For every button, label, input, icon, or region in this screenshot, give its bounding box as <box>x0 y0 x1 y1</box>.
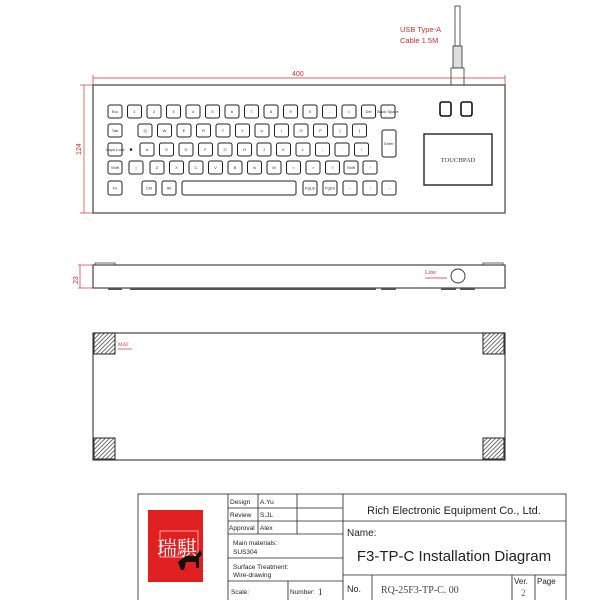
drawing-name: F3-TP-C Installation Diagram <box>356 548 552 565</box>
mat-pad-bottom-left <box>94 438 115 459</box>
key-label: 3 <box>172 109 175 114</box>
key-label: Fn <box>112 185 118 191</box>
key-label: Shift <box>346 165 356 170</box>
key-label: A <box>145 147 149 152</box>
key-label: O <box>299 128 303 133</box>
key-label: Shift <box>110 165 120 170</box>
key-label: X <box>175 165 178 170</box>
key-label: 0 <box>308 109 312 114</box>
caps-lock-indicator <box>130 148 133 151</box>
usb-cable <box>451 6 464 85</box>
key-label: = <box>347 109 351 114</box>
version-label: Ver. <box>514 577 528 586</box>
height-dimension: 23 <box>73 276 80 284</box>
key-label: C <box>194 165 198 170</box>
key-label: Tab <box>111 128 119 133</box>
key-label: V <box>214 165 217 170</box>
design-value: A.Yu <box>260 499 274 506</box>
key-label: P <box>319 128 322 133</box>
key-label: Y <box>241 128 244 133</box>
key-label: 1 <box>133 109 136 114</box>
key-label: 6 <box>230 109 234 114</box>
scale-label: Scale: <box>231 589 250 596</box>
key-label: 8 <box>269 109 273 114</box>
key-label: L <box>301 147 305 152</box>
key-label: PgUp <box>304 185 316 191</box>
key-label: 9 <box>289 109 292 114</box>
surface-value: Wire-drawing <box>233 572 272 579</box>
key-label: E <box>182 128 186 133</box>
key-label: | <box>135 165 137 170</box>
key-label: Caps Lock <box>105 147 125 152</box>
company-name: Rich Electronic Equipment Co., Ltd. <box>367 505 541 517</box>
approval-label: Approval <box>229 525 255 532</box>
company-logo <box>148 510 203 582</box>
key-label: R <box>202 128 205 133</box>
depth-dimension: 124 <box>76 143 83 155</box>
width-dimension: 400 <box>292 71 304 78</box>
key-label: D <box>184 147 188 152</box>
cable-length-label: Cable 1.5M <box>400 36 439 45</box>
line-label: Line <box>425 270 436 276</box>
key-label: J <box>263 147 265 152</box>
key-label: F <box>204 147 207 152</box>
key-label: ← <box>348 185 352 191</box>
keyboard-bottom-view <box>93 333 505 460</box>
svg-text:瑞騏: 瑞騏 <box>157 538 197 560</box>
cable-port-icon <box>451 269 465 283</box>
key-label: U <box>260 128 264 133</box>
approval-value: Alex <box>260 525 273 532</box>
key-label: M <box>272 165 276 170</box>
key-label: Back Space <box>377 109 399 114</box>
key-label: → <box>387 185 391 191</box>
touchpad-label: TOUCHPAD <box>440 157 476 164</box>
key-label: Alt <box>166 185 172 191</box>
key <box>182 181 296 195</box>
key-label: - <box>328 109 331 114</box>
key-label: T <box>221 128 225 133</box>
key-label: < <box>292 165 295 170</box>
key-label: > <box>311 165 315 170</box>
key-label: H <box>243 147 246 152</box>
side-view <box>93 263 505 290</box>
key-label: Enter <box>384 141 394 146</box>
mat-pad-top-left <box>94 333 115 354</box>
key-label: ; <box>321 147 324 152</box>
right-mouse-button <box>461 102 472 116</box>
key-label: K <box>282 147 285 152</box>
key-label: G <box>223 147 227 152</box>
materials-label: Main materials: <box>233 540 278 547</box>
key-label: Z <box>155 165 159 170</box>
key-label: PgDn <box>324 185 336 191</box>
key-label: W <box>162 128 167 133</box>
key-label: ' <box>341 147 343 152</box>
mat-pad-bottom-right <box>483 438 504 459</box>
mat-pad-top-right <box>483 333 504 354</box>
name-label: Name: <box>347 528 377 539</box>
key-label: 2 <box>152 109 156 114</box>
key-label: ↓ <box>369 185 371 191</box>
key-label: [ <box>339 128 341 133</box>
no-label: No. <box>347 584 362 594</box>
review-value: S.JL <box>260 512 274 519</box>
page-label: Page <box>537 577 556 586</box>
mat-label: MAT <box>118 343 129 348</box>
key-label: 5 <box>211 109 214 114</box>
key-label: \ <box>360 147 363 152</box>
key-label: I <box>280 128 283 133</box>
materials-value: SUS304 <box>233 549 258 556</box>
key-label: Del <box>365 109 372 114</box>
key-label: N <box>253 165 256 170</box>
key-label: S <box>165 147 168 152</box>
surface-label: Surface Treatment: <box>233 564 289 571</box>
drawing-number: RQ-25F3-TP-C. 00 <box>381 585 459 596</box>
review-label: Review <box>230 512 252 519</box>
key-label: 4 <box>191 109 195 114</box>
key-label: Esc <box>111 109 119 114</box>
number-label: Number: <box>290 589 315 596</box>
key-label: Ctrl <box>145 185 153 191</box>
key-label: ? <box>331 165 334 170</box>
key-label: ↑ <box>369 165 371 170</box>
key-label: Q <box>143 128 147 133</box>
cable-type-label: USB Type-A <box>400 25 442 34</box>
design-label: Design <box>230 499 251 506</box>
version-value: 2 <box>521 588 526 598</box>
key-label: 7 <box>250 109 253 114</box>
left-mouse-button <box>440 102 451 116</box>
key-label: B <box>233 165 237 170</box>
number-value: 1 <box>318 587 323 597</box>
key-label: ] <box>358 128 361 133</box>
